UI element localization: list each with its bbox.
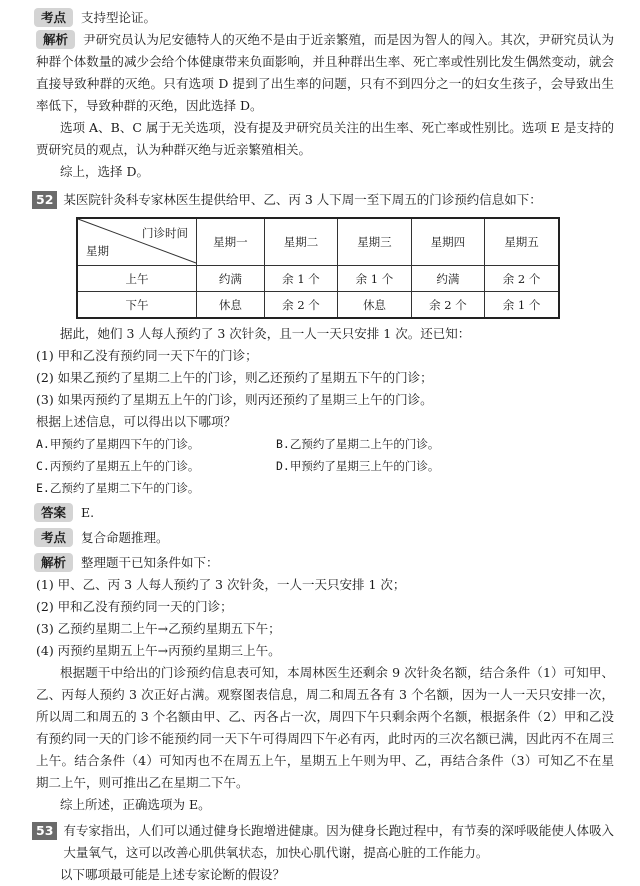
kaodian-tag: 考点 <box>34 528 73 547</box>
jiexi-block-1 <box>36 29 614 183</box>
question-prompt: 以下哪项最可能是上述专家论断的假设？ <box>60 867 286 882</box>
daan-text: E. <box>81 504 95 520</box>
kaodian-row-1 <box>34 8 614 27</box>
daan-row <box>34 503 614 522</box>
jiexi-item: (1) 甲、乙、丙 3 人每人预约了 3 次针灸，一人一天只安排 1 次； <box>36 577 406 592</box>
option-b: B.乙预约了星期二上午的门诊。 <box>276 437 440 451</box>
day-header: 星期五 <box>485 218 559 266</box>
table-header-row <box>77 218 559 266</box>
option-a: A.甲预约了星期四下午的门诊。 <box>36 437 200 451</box>
row-label: 下午 <box>77 292 197 319</box>
question-number: 52 <box>32 191 57 209</box>
jiexi-paragraph: 综上，选择 D。 <box>60 164 149 179</box>
table-row <box>77 292 559 319</box>
condition-item: (2) 如果乙预约了星期二上午的门诊，则乙还预约了星期五下午的门诊； <box>36 370 433 385</box>
kaodian-row-2 <box>34 528 614 547</box>
jiexi-tag: 解析 <box>36 30 75 49</box>
table-cell: 约满 <box>411 266 484 292</box>
table-cell: 约满 <box>197 266 265 292</box>
jiexi-paragraph: 根据题干中给出的门诊预约信息表可知，本周林医生还剩余 9 次针灸名额，结合条件（1）可知甲、乙、丙每人预约 3 次正好占满。观察图表信息，周二和周五各有 3 个名额，因为一人一天只安排一次，所以周二和周五的 3 个名额由甲、乙、丙各占一次，周四下午只剩余两个名额，根据条件（2）甲和乙没有预约同一天的门诊不能预约同一天下午可得周四下午必有丙，此时丙的三次名额已满，因此丙不在周三上午。结合条件（4）可知丙也不在周五上午，星期五上午则为甲、乙，再结合条件（3）可知乙不在星期二上午，则可推出乙在星期二下午。 <box>36 665 614 790</box>
options-list <box>36 433 614 499</box>
table-cell: 休息 <box>338 292 411 319</box>
daan-tag: 答案 <box>34 503 73 522</box>
day-header: 星期三 <box>338 218 411 266</box>
jiexi-row-2 <box>34 553 614 572</box>
table-corner-cell <box>77 218 197 266</box>
jiexi-paragraph <box>36 29 614 117</box>
jiexi-text: 尹研究员认为尼安德特人的灭绝不是由于近亲繁殖，而是因为智人的闯入。其次，尹研究员认为种群个体数量的减少会给个体健康带来负面影响，并且种群出生率、死亡率或性别比发生偶然变动，就会直接导致种群的灭绝。只有选项 D 提到了出生率的问题，只有不到四分之一的妇女生孩子，会导致出生率低下，导致种群的灭绝，因此选择 D。 <box>36 32 614 113</box>
option-e: E.乙预约了星期二下午的门诊。 <box>36 481 200 495</box>
table-cell: 休息 <box>197 292 265 319</box>
question-number: 53 <box>32 822 57 840</box>
corner-bottom-label: 星期 <box>86 244 109 258</box>
question-stem: 某医院针灸科专家林医生提供给甲、乙、丙 3 人下周一至下周五的门诊预约信息如下： <box>63 192 542 207</box>
question-stem: 有专家指出，人们可以通过健身长跑增进健康。因为健身长跑过程中，有节奏的深呼吸能使人体吸入大量氧气，这可以改善心肌供氧状态，加快心肌代谢，提高心脏的工作能力。 <box>63 823 614 860</box>
jiexi-item: (4) 丙预约星期五上午→丙预约星期三上午。 <box>36 643 281 658</box>
table-cell: 余 1 个 <box>338 266 411 292</box>
table-cell: 余 2 个 <box>485 266 559 292</box>
schedule-table <box>76 217 560 319</box>
corner-top-label: 门诊时间 <box>142 226 188 240</box>
jiexi-item: (3) 乙预约星期二上午→乙预约星期五下午； <box>36 621 281 636</box>
kaodian-text: 支持型论证。 <box>81 9 157 25</box>
table-cell: 余 2 个 <box>264 292 337 319</box>
table-cell: 余 1 个 <box>485 292 559 319</box>
kaodian-tag: 考点 <box>34 8 73 27</box>
conditions-intro: 据此，她们 3 人每人预约了 3 次针灸，且一人一天只安排 1 次。还已知： <box>60 326 471 341</box>
question-prompt: 根据上述信息，可以得出以下哪项？ <box>36 414 237 429</box>
option-c: C.丙预约了星期五上午的门诊。 <box>36 459 200 473</box>
table-cell: 余 1 个 <box>264 266 337 292</box>
question-52-stem <box>36 189 614 211</box>
jiexi-paragraph: 选项 A、B、C 属于无关选项，没有提及尹研究员关注的出生率、死亡率或性别比。选项 E 是支持的贾研究员的观点，认为种群灭绝与近亲繁殖相关。 <box>36 120 614 157</box>
day-header: 星期四 <box>411 218 484 266</box>
row-label: 上午 <box>77 266 197 292</box>
jiexi-paragraph: 综上所述，正确选项为 E。 <box>60 797 211 812</box>
question-53-stem <box>36 820 614 864</box>
day-header: 星期一 <box>197 218 265 266</box>
condition-item: (3) 如果丙预约了星期五上午的门诊，则丙还预约了星期三上午的门诊。 <box>36 392 433 407</box>
jiexi-tag: 解析 <box>34 553 73 572</box>
jiexi-item: (2) 甲和乙没有预约同一天的门诊； <box>36 599 233 614</box>
condition-item: (1) 甲和乙没有预约同一天下午的门诊； <box>36 348 258 363</box>
table-cell: 余 2 个 <box>411 292 484 319</box>
kaodian-text: 复合命题推理。 <box>81 529 169 545</box>
table-row <box>77 266 559 292</box>
jiexi-intro: 整理题干已知条件如下： <box>81 554 219 570</box>
option-d: D.甲预约了星期三上午的门诊。 <box>276 459 440 473</box>
day-header: 星期二 <box>264 218 337 266</box>
